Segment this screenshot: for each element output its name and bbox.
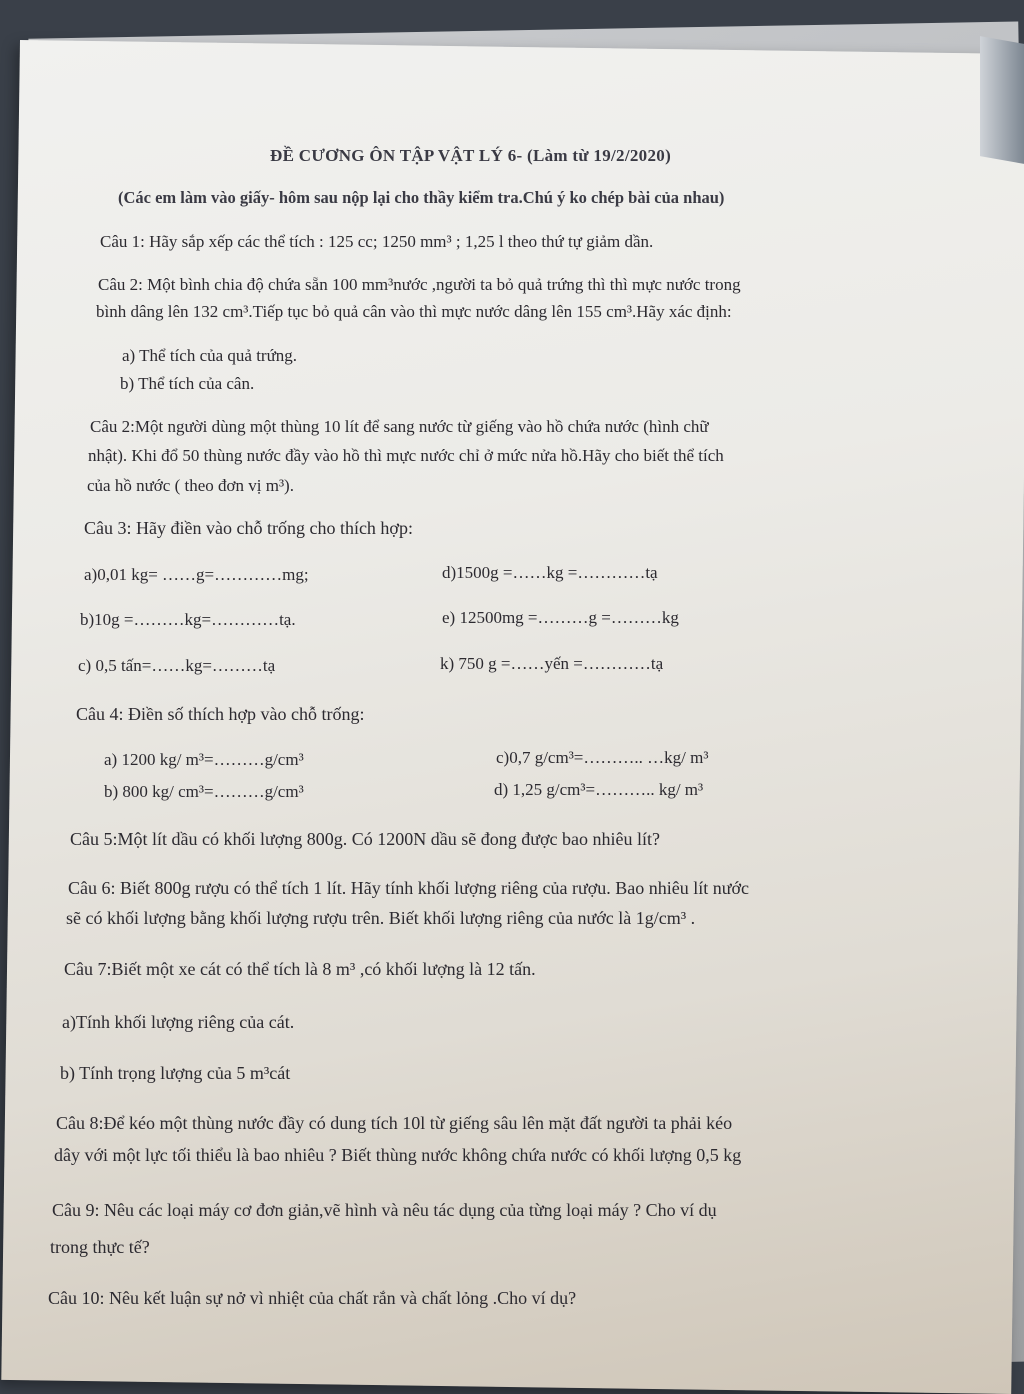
question-3-d: d)1500g =……kg =…………tạ — [442, 563, 658, 582]
question-7-b: b) Tính trọng lượng của 5 m³cát — [60, 1063, 291, 1083]
question-9-line-2: trong thực tế? — [50, 1237, 150, 1257]
question-6-line-1: Câu 6: Biết 800g rượu có thể tích 1 lít. Hãy tính khối lượng riêng của rượu. Bao nhiêu lít nước — [68, 878, 749, 898]
question-8-line-1: Câu 8:Để kéo một thùng nước đầy có dung tích 10l từ giếng sâu lên mặt đất người ta phải kéo — [56, 1113, 733, 1133]
question-3-e: e) 12500mg =………g =………kg — [442, 608, 679, 627]
question-9-line-1: Câu 9: Nêu các loại máy cơ đơn giản,vẽ hình và nêu tác dụng của từng loại máy ? Cho ví dụ — [52, 1200, 717, 1220]
question-7-a: a)Tính khối lượng riêng của cát. — [62, 1012, 295, 1032]
question-2b-line-1: Câu 2:Một người dùng một thùng 10 lít để sang nước từ giếng vào hồ chứa nước (hình chữ — [90, 417, 709, 436]
question-3-b: b)10g =………kg=…………tạ. — [80, 610, 296, 629]
question-5: Câu 5:Một lít dầu có khối lượng 800g. Có 1200N dầu sẽ đong được bao nhiêu lít? — [70, 829, 660, 849]
question-4-c: c)0,7 g/cm³=……….. …kg/ m³ — [496, 748, 709, 767]
question-7-line-1: Câu 7:Biết một xe cát có thể tích là 8 m³ ,có khối lượng là 12 tấn. — [64, 959, 536, 979]
question-2-line-1: Câu 2: Một bình chia độ chứa sẵn 100 mm³nước ,người ta bỏ quả trứng thì thì mực nước trong — [98, 275, 741, 294]
document-title: ĐỀ CƯƠNG ÔN TẬP VẬT LÝ 6- (Làm từ 19/2/2020) — [270, 146, 672, 165]
question-2-line-2: bình dâng lên 132 cm³.Tiếp tục bỏ quả cân vào thì mực nước dâng lên 155 cm³.Hãy xác định: — [96, 302, 732, 321]
question-2-b: b) Thể tích của cân. — [120, 374, 255, 393]
instruction-note: (Các em làm vào giấy- hôm sau nộp lại cho thầy kiểm tra.Chú ý ko chép bài của nhau) — [118, 188, 725, 207]
question-2b-line-3: của hồ nước ( theo đơn vị m³). — [87, 476, 294, 495]
question-1: Câu 1: Hãy sắp xếp các thể tích : 125 cc; 1250 mm³ ; 1,25 l theo thứ tự giảm dần. — [100, 232, 654, 251]
question-10: Câu 10: Nêu kết luận sự nở vì nhiệt của chất rắn và chất lỏng .Cho ví dụ? — [48, 1288, 577, 1308]
question-6-line-2: sẽ có khối lượng bằng khối lượng rượu trên. Biết khối lượng riêng của nước là 1g/cm³ . — [66, 908, 696, 928]
question-3-heading: Câu 3: Hãy điền vào chỗ trống cho thích hợp: — [84, 518, 413, 538]
question-4-d: d) 1,25 g/cm³=……….. kg/ m³ — [494, 780, 704, 799]
question-8-line-2: dây với một lực tối thiểu là bao nhiêu ? Biết thùng nước không chứa nước có khối lượng 0,5 kg — [54, 1145, 742, 1165]
question-2b-line-2: nhật). Khi đổ 50 thùng nước đầy vào hồ thì mực nước chỉ ở mức nửa hồ.Hãy cho biết thể tích — [88, 446, 724, 465]
question-4-heading: Câu 4: Điền số thích hợp vào chỗ trống: — [76, 704, 365, 724]
question-3-c: c) 0,5 tấn=……kg=………tạ — [78, 656, 276, 675]
question-3-k: k) 750 g =……yến =…………tạ — [440, 654, 664, 673]
question-4-b: b) 800 kg/ cm³=………g/cm³ — [104, 782, 304, 801]
question-3-a: a)0,01 kg= ……g=…………mg; — [84, 565, 309, 584]
question-4-a: a) 1200 kg/ m³=………g/cm³ — [104, 750, 304, 769]
question-2-a: a) Thể tích của quả trứng. — [122, 346, 298, 365]
